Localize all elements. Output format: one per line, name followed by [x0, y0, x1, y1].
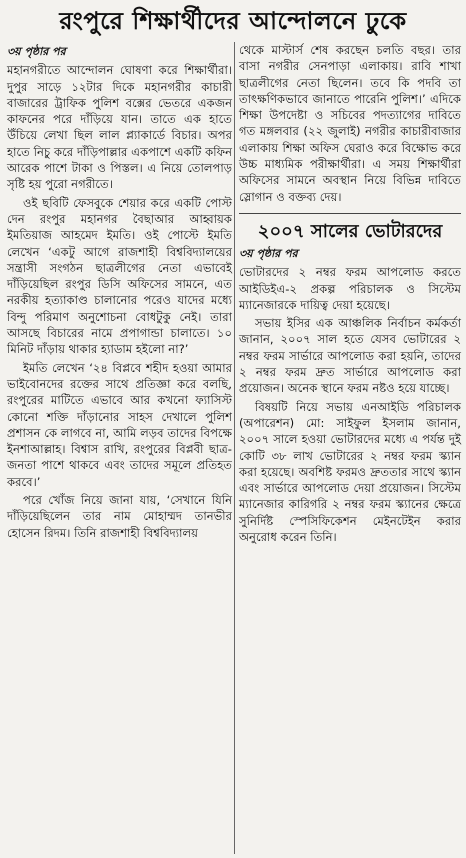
right-column [239, 42, 461, 547]
article-paragraph: ওই ছবিটি ফেসবুকে শেয়ার করে একটি পোস্ট দেন রংপুর মহানগর বৈছাআর আহ্বায়ক ইমতিয়াজ আহমেদ ইমতি। ওই পোস্টে ইমতি লেখেন ‘একটু আগে রাজশাহী বিশ্ববিদ্যালয়ের সন্ত্রাসী সংগঠন ছাত্রলীগের নেতা এভাবেই দাঁড়িয়েছিল রংপুর ডিসি অফিসের সামনে, এত নরকীয় হত্যাকাণ্ড চালানোর পরেও যাদের মধ্যে বিন্দু পরিমাণ অনুশোচনা বোধটুকু নেই। তারা আসছে বিচারের নামে প্রপাগান্ডা চালাতে। ১০ মিনিট দাঁড়ায় থাকার হ্যাডাম হইলো না?’ [7, 195, 232, 357]
sub-article-paragraph: ভোটারদের ২ নম্বর ফরম আপলোড করতে আইডিইএ-২ প্রকল্প পরিচালক ও সিস্টেম ম্যানেজারকে দায়িত্ব দেয়া হয়েছে। [239, 265, 461, 312]
article-paragraph: মহানগরীতে আন্দোলন ঘোষণা করে শিক্ষার্থীরা। দুপুর সাড়ে ১২টার দিকে মহানগরীর কাচারী বাজারের ট্রাফিক পুলিশ বক্সের ভেতরে একজন কাফনের পরে দাঁড়িয়ে যান। তাতে এক হাতে উঁচিয়ে লেখা ছিল লাল প্ল্যাকার্ডে বিচার। অপর হাতে নিচু করে দাঁড়িপাল্লার একপাশে একটি কফিন আরেক পাশে টাকা ও পিস্তল। এ নিয়ে তোলপাড় সৃষ্টি হয় পুরো নগরীতে। [7, 63, 232, 192]
sub-article-paragraph: সভায় ইসির এক আঞ্চলিক নির্বাচন কর্মকর্তা জানান, ২০০৭ সাল হতে যেসব ভোটারের ২ নম্বর ফরম সার্ভারে আপলোড করা হয়নি, তাদের ২ নম্বর ফরম দ্রুত সার্ভারে আপলোড করা প্রয়োজন। অনেক স্থানে ফরম নষ্টও হয়ে যাচ্ছে। [239, 316, 461, 396]
sub-article-headline: ২০০৭ সালের ভোটারদের [239, 213, 461, 244]
article-paragraph: ইমতি লেখেন ‘২৪ বিপ্লবে শহীদ হওয়া আমার ভাইবোনদের রক্তের সাথে প্রতিজ্ঞা করে বলছি, রংপুরের মাটিতে এভাবে আর কখনো ফ্যাসিস্ট কোনো শক্তি দাঁড়ানোর সাহস দেখালে পুলিশ প্রশাসন কে লাগবে না, আমি লড়ব তাদের বিপক্ষে ইনশাআল্লাহ। বিশ্বাস রাখি, রংপুরের বিপ্লবী ছাত্র-জনতা পাশে থাকবে এবং তাদের সমূলে প্রতিহত করবে।’ [7, 360, 232, 489]
sub-article-source: ৩য় পৃষ্ঠার পর [239, 246, 298, 260]
article-headline: রংপুরে শিক্ষার্থীদের আন্দোলনে ঢুকে [59, 6, 407, 35]
left-column [7, 42, 232, 543]
column-divider [234, 42, 235, 854]
article-paragraph: থেকে মাস্টার্স শেষ করছেন চলতি বছর। তার বাসা নগরীর সেনপাড়া এলাকায়। রাবি শাখা ছাত্রলীগের নেতা ছিলেন। তবে কি পদবি তা তাৎক্ষণিকভাবে জানাতে পারেনি পুলিশ।’ এদিকে শিক্ষা উপদেষ্টা ও সচিবের পদত্যাগের দাবিতে গত মঙ্গলবার (২২ জুলাই) নগরীর কাচারীবাজার এলাকায় শিক্ষা অফিস ঘেরাও করে বিক্ষোভ করে উচ্চ মাধ্যমিক পরীক্ষার্থীরা। এ সময় শিক্ষার্থীরা অফিসের সামনে অবস্থান নিয়ে বিভিন্ন দাবিতে স্লোগান ও বক্তব্য দেয়। [239, 43, 461, 204]
sub-article-paragraph: বিষয়টি নিয়ে সভায় এনআইডি পরিচালক (অপারেশন) মো: সাইফুল ইসলাম জানান, ২০০৭ সালে হওয়া ভোটারদের মধ্যে এ পর্যন্ত দুই কোটি ৩৮ লাখ ভোটারের ২ নম্বর ফরম স্ক্যান করা হয়েছে। অবশিষ্ট ফরমও দ্রুততার সাথে স্ক্যান এবং সার্ভারে আপলোড দেয়া প্রয়োজন। সিস্টেম ম্যানেজার কারিগরি ২ নম্বর ফরম স্ক্যানের ক্ষেত্রে সুনির্দিষ্ট স্পেসিফিকেশন মেইনটেইন করার অনুরোধ করেন তিনি। [239, 399, 461, 545]
continuation-source: ৩য় পৃষ্ঠার পর [7, 45, 66, 58]
article-paragraph: পরে খোঁজ নিয়ে জানা যায়, ‘সেখানে যিনি দাঁড়িয়েছিলেন তার নাম মোহাম্মদ তানভীর হোসেন রিদম। তিনি রাজশাহী বিশ্ববিদ্যালয় [7, 493, 232, 540]
